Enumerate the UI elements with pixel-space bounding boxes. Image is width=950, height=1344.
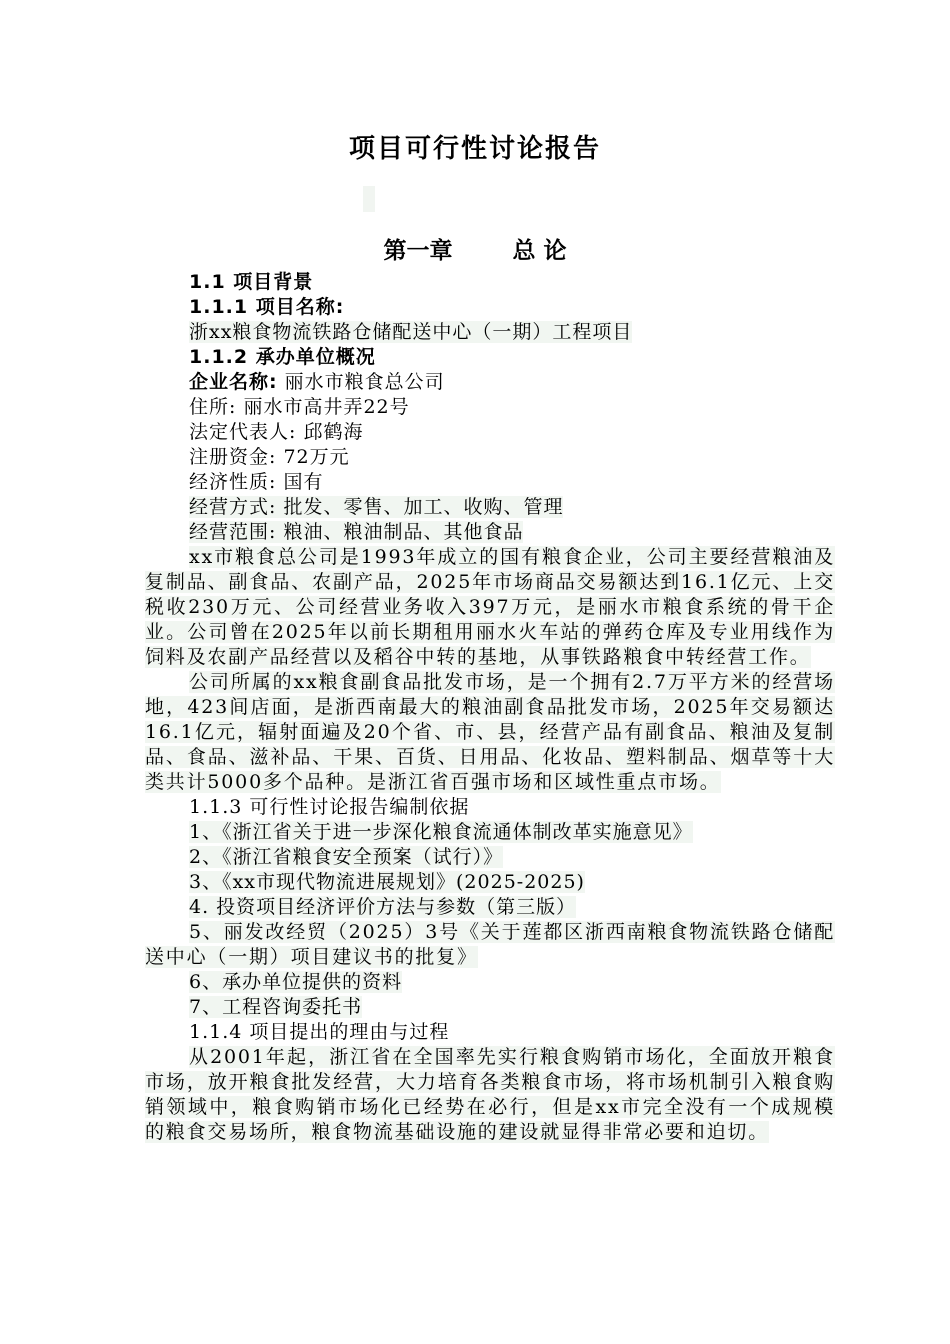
paragraph-reasons-text: 从2001年起，浙江省在全国率先实行粮食购销市场化，全面放开粮食市场，放开粮食批发经营，大力培育各类粮食市场，将市场机制引入粮食购销领域中，粮食购销市场化已经势在必行，但是xx市完全没有一个成规模的粮食交易场所，粮食物流基础设施的建设就显得非常必要和迫切。 xyxy=(145,1046,835,1143)
section-heading-1-1-2: 1.1.2 承办单位概况 xyxy=(189,346,376,368)
basis-item-2-text: 2、《浙江省粮食安全预案（试行）》 xyxy=(189,846,504,868)
basis-item-6 xyxy=(145,970,835,995)
basis-item-7-text: 7、工程咨询委托书 xyxy=(189,996,363,1018)
paragraph-reasons xyxy=(145,1045,835,1145)
business-scope-row xyxy=(145,520,835,545)
basis-item-3-text: 3、《xx市现代物流进展规划》(2025-2025) xyxy=(189,871,585,893)
text-cursor-mark xyxy=(363,186,375,212)
paragraph-market-intro xyxy=(145,670,835,795)
company-name-row xyxy=(145,370,835,395)
company-name-label: 企业名称: xyxy=(189,371,278,393)
capital-row: 注册资金: 72万元 xyxy=(189,446,350,468)
basis-item-4 xyxy=(145,895,835,920)
section-heading-1-1-1: 1.1.1 项目名称: xyxy=(189,296,345,318)
paragraph-company-intro xyxy=(145,545,835,670)
paragraph-company-intro-text: xx市粮食总公司是1993年成立的国有粮食企业，公司主要经营粮油及复制品、副食品、农副产品，2025年市场商品交易额达到16.1亿元、上交税收230万元、公司经营业务收入397万元，是丽水市粮食系统的骨干企业。公司曾在2025年以前长期租用丽水火车站的弹药仓库及专业用线作为饲料及农副产品经营以及稻谷中转的基地，从事铁路粮食中转经营工作。 xyxy=(145,546,835,668)
paragraph-market-intro-text: 公司所属的xx粮食副食品批发市场，是一个拥有2.7万平方米的经营场地，423间店面，是浙西南最大的粮油副食品批发市场，2025年交易额达16.1亿元，辐射面遍及20个省、市、县，经营产品有副食品、粮油及复制品、食品、滋补品、干果、百货、日用品、化妆品、塑料制品、烟草等十大类共计5000多个品种。是浙江省百强市场和区域性重点市场。 xyxy=(145,671,835,793)
nature-row: 经济性质: 国有 xyxy=(189,471,324,493)
business-mode-row xyxy=(145,495,835,520)
basis-item-5 xyxy=(145,920,835,970)
section-heading-1-1: 1.1 项目背景 xyxy=(189,271,314,293)
basis-item-2 xyxy=(145,845,835,870)
address-row: 住所: 丽水市高井弄22号 xyxy=(189,396,410,418)
basis-item-7 xyxy=(145,995,835,1020)
chapter-name: 总 论 xyxy=(512,238,567,264)
basis-item-1 xyxy=(145,820,835,845)
company-name-value: 丽水市粮食总公司 xyxy=(284,371,445,393)
section-heading-1-1-4: 1.1.4 项目提出的理由与过程 xyxy=(189,1021,450,1043)
document-title: 项目可行性讨论报告 xyxy=(348,134,601,164)
chapter-heading xyxy=(0,232,950,265)
legal-rep-row: 法定代表人: 邱鹤海 xyxy=(189,421,364,443)
project-name xyxy=(145,320,835,345)
basis-item-4-text: 4. 投资项目经济评价方法与参数（第三版） xyxy=(189,896,577,918)
basis-item-6-text: 6、承办单位提供的资料 xyxy=(189,971,403,993)
basis-item-3 xyxy=(145,870,835,895)
business-scope-text: 经营范围: 粮油、粮油制品、其他食品 xyxy=(189,521,524,543)
chapter-number: 第一章 xyxy=(383,238,453,264)
section-heading-1-1-3: 1.1.3 可行性讨论报告编制依据 xyxy=(189,796,470,818)
document-body xyxy=(145,270,835,1145)
basis-item-1-text: 1、《浙江省关于进一步深化粮食流通体制改革实施意见》 xyxy=(189,821,693,843)
basis-item-5-text: 5、丽发改经贸（2025）3号《关于莲都区浙西南粮食物流铁路仓储配送中心（一期）项目建议书的批复》 xyxy=(145,921,835,968)
project-name-text: 浙xx粮食物流铁路仓储配送中心（一期）工程项目 xyxy=(189,321,633,343)
business-mode-text: 经营方式: 批发、零售、加工、收购、管理 xyxy=(189,496,564,518)
